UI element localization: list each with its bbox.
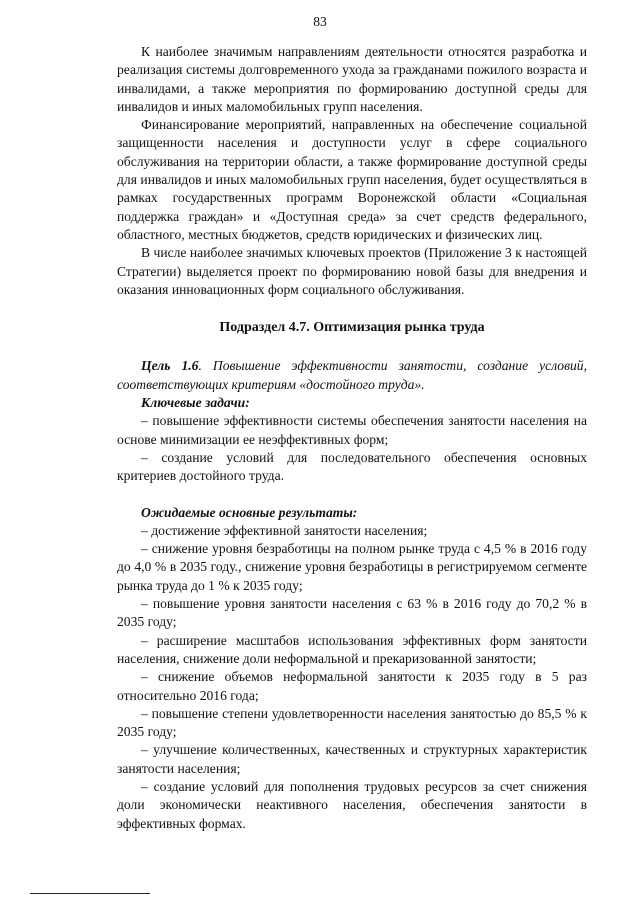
- goal-text: . Повышение эффективности занятости, создание условий, соответствующих критериям «достойного труда».: [117, 358, 587, 392]
- result-item-7: – улучшение количественных, качественных и структурных характеристик занятости населения;: [117, 742, 587, 776]
- intro-paragraph-3: В числе наиболее значимых ключевых проектов (Приложение 3 к настоящей Стратегии) выделяется проект по формированию новой базы для внедрения и оказания инновационных форм социального обслуживания.: [117, 245, 587, 297]
- page-number: 83: [313, 14, 327, 29]
- result-item-4: – расширение масштабов использования эффективных форм занятости населения, снижение доли неформальной и прекаризованной занятости;: [117, 632, 587, 666]
- section-title: Подраздел 4.7. Оптимизация рынка труда: [219, 320, 485, 336]
- intro-paragraph-1: К наиболее значимым направлениям деятельности относятся разработка и реализация системы долговременного ухода за гражданами пожилого возраста и инвалидами, а также мероприятия по формированию доступной среды для инвалидов и иных маломобильных групп населения.: [117, 44, 587, 114]
- intro-paragraph-2: Финансирование мероприятий, направленных на обеспечение социальной защищенности населения и доступности услуг в сфере социального обслуживания на территории области, а также формирование доступной среды для инвалидов и иных маломобильных групп населения, будет осуществляться в рамках государственных программ Воронежской области «Социальная поддержка граждан» и «Доступная среда» за счет средств федерального, областного, местных бюджетов, средств юридических и физических лиц.: [117, 117, 587, 242]
- goal-label: Цель 1.6: [141, 358, 199, 374]
- footnote-divider: [30, 893, 150, 894]
- spacer: [117, 486, 587, 504]
- task-item-2: – создание условий для последовательного обеспечения основных критериев достойного труда.: [117, 449, 587, 484]
- goal-paragraph: [117, 357, 587, 394]
- task-item-1: – повышение эффективности системы обеспечения занятости населения на основе минимизации ее неэффективных форм;: [117, 413, 587, 447]
- result-item-2: – снижение уровня безработицы на полном рынке труда с 4,5 % в 2016 году до 4,0 % в 2035 году., снижение уровня безработицы в регистрируемом сегменте рынка труда до 1 % к 2035 году;: [117, 541, 587, 593]
- result-item-6: – повышение степени удовлетворенности населения занятостью до 85,5 % к 2035 году;: [117, 705, 587, 740]
- result-item-8: – создание условий для пополнения трудовых ресурсов за счет снижения доли экономически неактивного населения, обеспечения занятости в эффективных формах.: [117, 778, 587, 831]
- result-item-1: – достижение эффективной занятости населения;: [141, 522, 428, 538]
- tasks-heading: Ключевые задачи:: [141, 395, 250, 411]
- result-item-5: – снижение объемов неформальной занятости к 2035 году в 5 раз относительно 2016 года;: [117, 669, 587, 703]
- page-body: [117, 43, 587, 833]
- result-item-3: – повышение уровня занятости населения с 63 % в 2016 году до 70,2 % в 2035 году;: [117, 596, 587, 630]
- results-heading: Ожидаемые основные результаты:: [141, 504, 358, 520]
